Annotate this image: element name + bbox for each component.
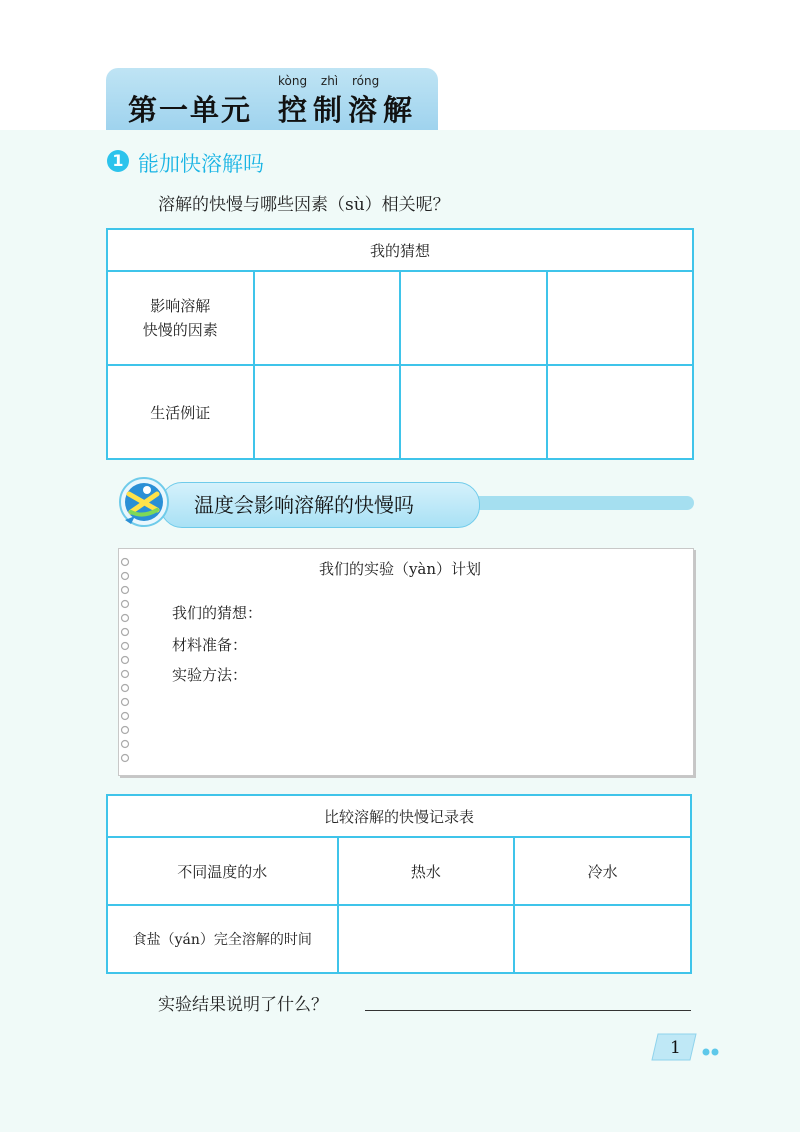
notebook-rings-icon bbox=[118, 556, 132, 770]
lesson-number-badge: 1 bbox=[107, 150, 129, 172]
record-table bbox=[106, 794, 692, 974]
record-col-cold-water: 冷水 bbox=[514, 837, 691, 905]
page-number-tab-icon bbox=[650, 1030, 720, 1064]
example-cell-2[interactable] bbox=[400, 365, 546, 459]
experiment-plan-title: 我们的实验（yàn）计划 bbox=[318, 560, 482, 578]
unit-name: 控制溶解 bbox=[278, 93, 419, 127]
experiment-plan-notebook bbox=[118, 548, 694, 776]
plan-materials-label: 材料准备： bbox=[172, 636, 248, 654]
record-col-water-temp: 不同温度的水 bbox=[107, 837, 338, 905]
example-row-label: 生活例证 bbox=[107, 365, 254, 459]
lesson-question: 溶解的快慢与哪些因素（sù）相关呢？ bbox=[158, 195, 450, 215]
explore-speech-bubble-icon bbox=[117, 476, 171, 530]
page-number: 1 bbox=[670, 1038, 681, 1058]
result-question: 实验结果说明了什么？ bbox=[158, 995, 328, 1015]
record-col-hot-water: 热水 bbox=[338, 837, 515, 905]
lesson-title: 能加快溶解吗 bbox=[138, 152, 264, 176]
factor-cell-3[interactable] bbox=[547, 271, 693, 365]
record-table-title: 比较溶解的快慢记录表 bbox=[107, 795, 691, 837]
answer-line[interactable] bbox=[365, 1010, 691, 1011]
record-row-salt-time: 食盐（yán）完全溶解的时间 bbox=[107, 905, 338, 973]
unit-name-pinyin: kòng zhì róng bbox=[278, 74, 380, 88]
guess-table bbox=[106, 228, 694, 460]
factor-cell-1[interactable] bbox=[254, 271, 400, 365]
record-cell-cold[interactable] bbox=[514, 905, 691, 973]
section-title: 温度会影响溶解的快慢吗 bbox=[194, 493, 414, 517]
example-cell-3[interactable] bbox=[547, 365, 693, 459]
unit-title: 第一单元 bbox=[128, 93, 253, 127]
factor-cell-2[interactable] bbox=[400, 271, 546, 365]
factor-row-label: 影响溶解 快慢的因素 bbox=[107, 271, 254, 365]
example-cell-1[interactable] bbox=[254, 365, 400, 459]
record-cell-hot[interactable] bbox=[338, 905, 515, 973]
plan-guess-label: 我们的猜想： bbox=[172, 604, 263, 622]
plan-method-label: 实验方法： bbox=[172, 666, 248, 684]
guess-table-header: 我的猜想 bbox=[107, 229, 693, 271]
